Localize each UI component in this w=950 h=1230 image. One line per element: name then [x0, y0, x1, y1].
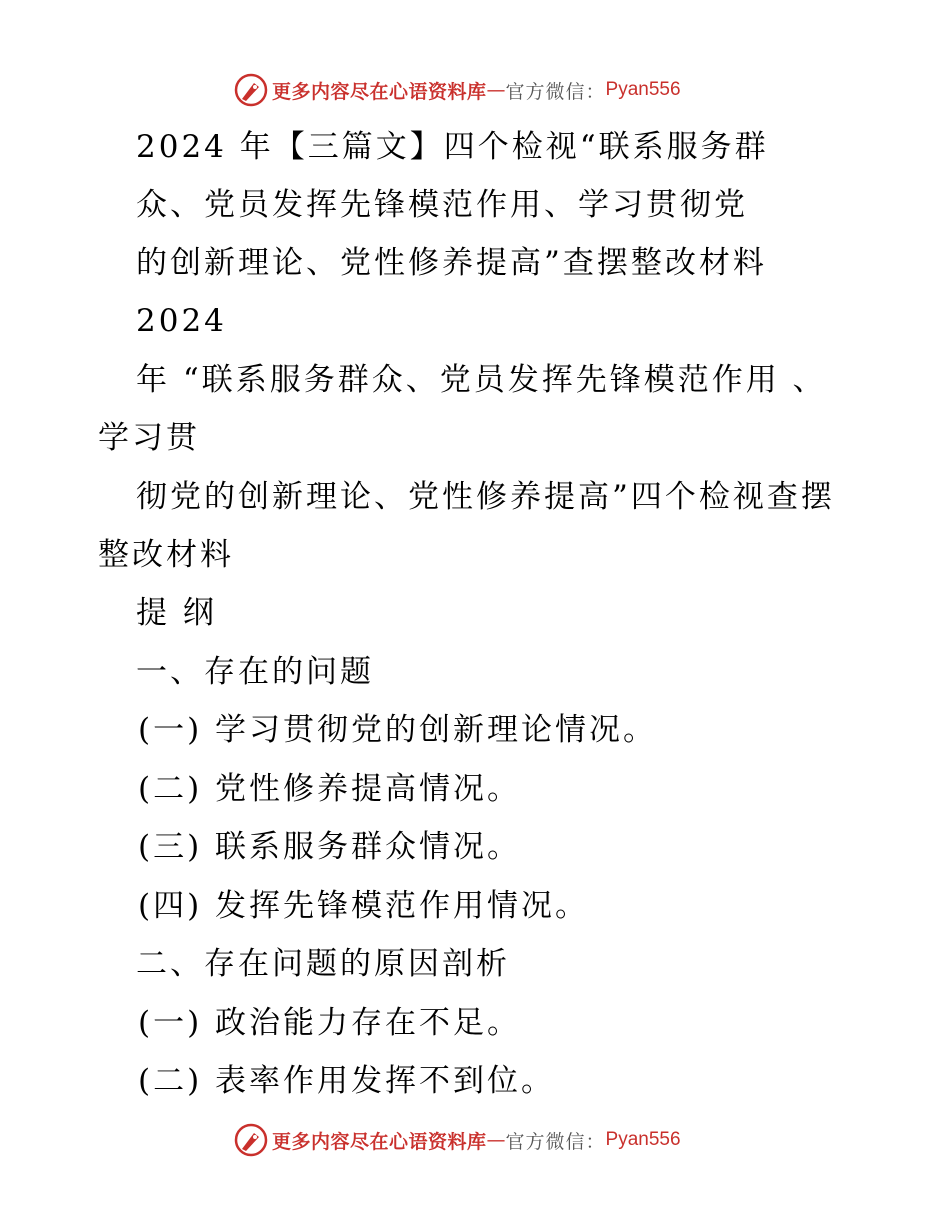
watermark-official: 官方微信： — [505, 80, 606, 103]
watermark-dash: — — [486, 1129, 506, 1151]
outline-heading: 提 纲 — [136, 595, 217, 631]
watermark-text: 更多内容尽在心语资料库 — [272, 80, 487, 103]
body-line-4: 彻党的创新理论、党性修养提高”四个检视查摆 — [136, 479, 835, 515]
body-line-1: 2024 — [136, 303, 227, 339]
outline-item: (一) 政治能力存在不足。 — [138, 1005, 522, 1041]
watermark-official: 官方微信： — [505, 1130, 606, 1153]
outline-item: (四) 发挥先锋模范作用情况。 — [138, 888, 590, 924]
outline-item: (二) 党性修养提高情况。 — [138, 771, 522, 807]
section-title-1: 一、存在的问题 — [136, 654, 374, 690]
outline-item: (一) 学习贯彻党的创新理论情况。 — [138, 712, 658, 748]
watermark-dash: — — [486, 79, 506, 101]
watermark-text: 更多内容尽在心语资料库 — [272, 1130, 487, 1153]
title-line-1: 2024 年【三篇文】四个检视“联系服务群 — [136, 129, 769, 165]
watermark-id: Pyan556 — [605, 1129, 681, 1150]
pen-nib-logo-icon — [234, 1123, 268, 1157]
body-line-2: 年 “联系服务群众、党员发挥先锋模范作用 、 — [136, 362, 827, 398]
body-line-5: 整改材料 — [98, 537, 234, 573]
watermark-banner-top — [234, 72, 681, 108]
body-line-3: 学习贯 — [98, 420, 200, 456]
watermark-banner-bottom — [234, 1122, 681, 1158]
outline-item: (二) 表率作用发挥不到位。 — [138, 1063, 556, 1099]
title-line-3: 的创新理论、党性修养提高”查摆整改材料 — [136, 245, 767, 281]
pen-nib-logo-icon — [234, 73, 268, 107]
outline-item: (三) 联系服务群众情况。 — [138, 829, 522, 865]
title-line-2: 众、党员发挥先锋模范作用、学习贯彻党 — [136, 187, 748, 223]
section-title-2: 二、存在问题的原因剖析 — [136, 946, 510, 982]
watermark-id: Pyan556 — [605, 79, 681, 100]
